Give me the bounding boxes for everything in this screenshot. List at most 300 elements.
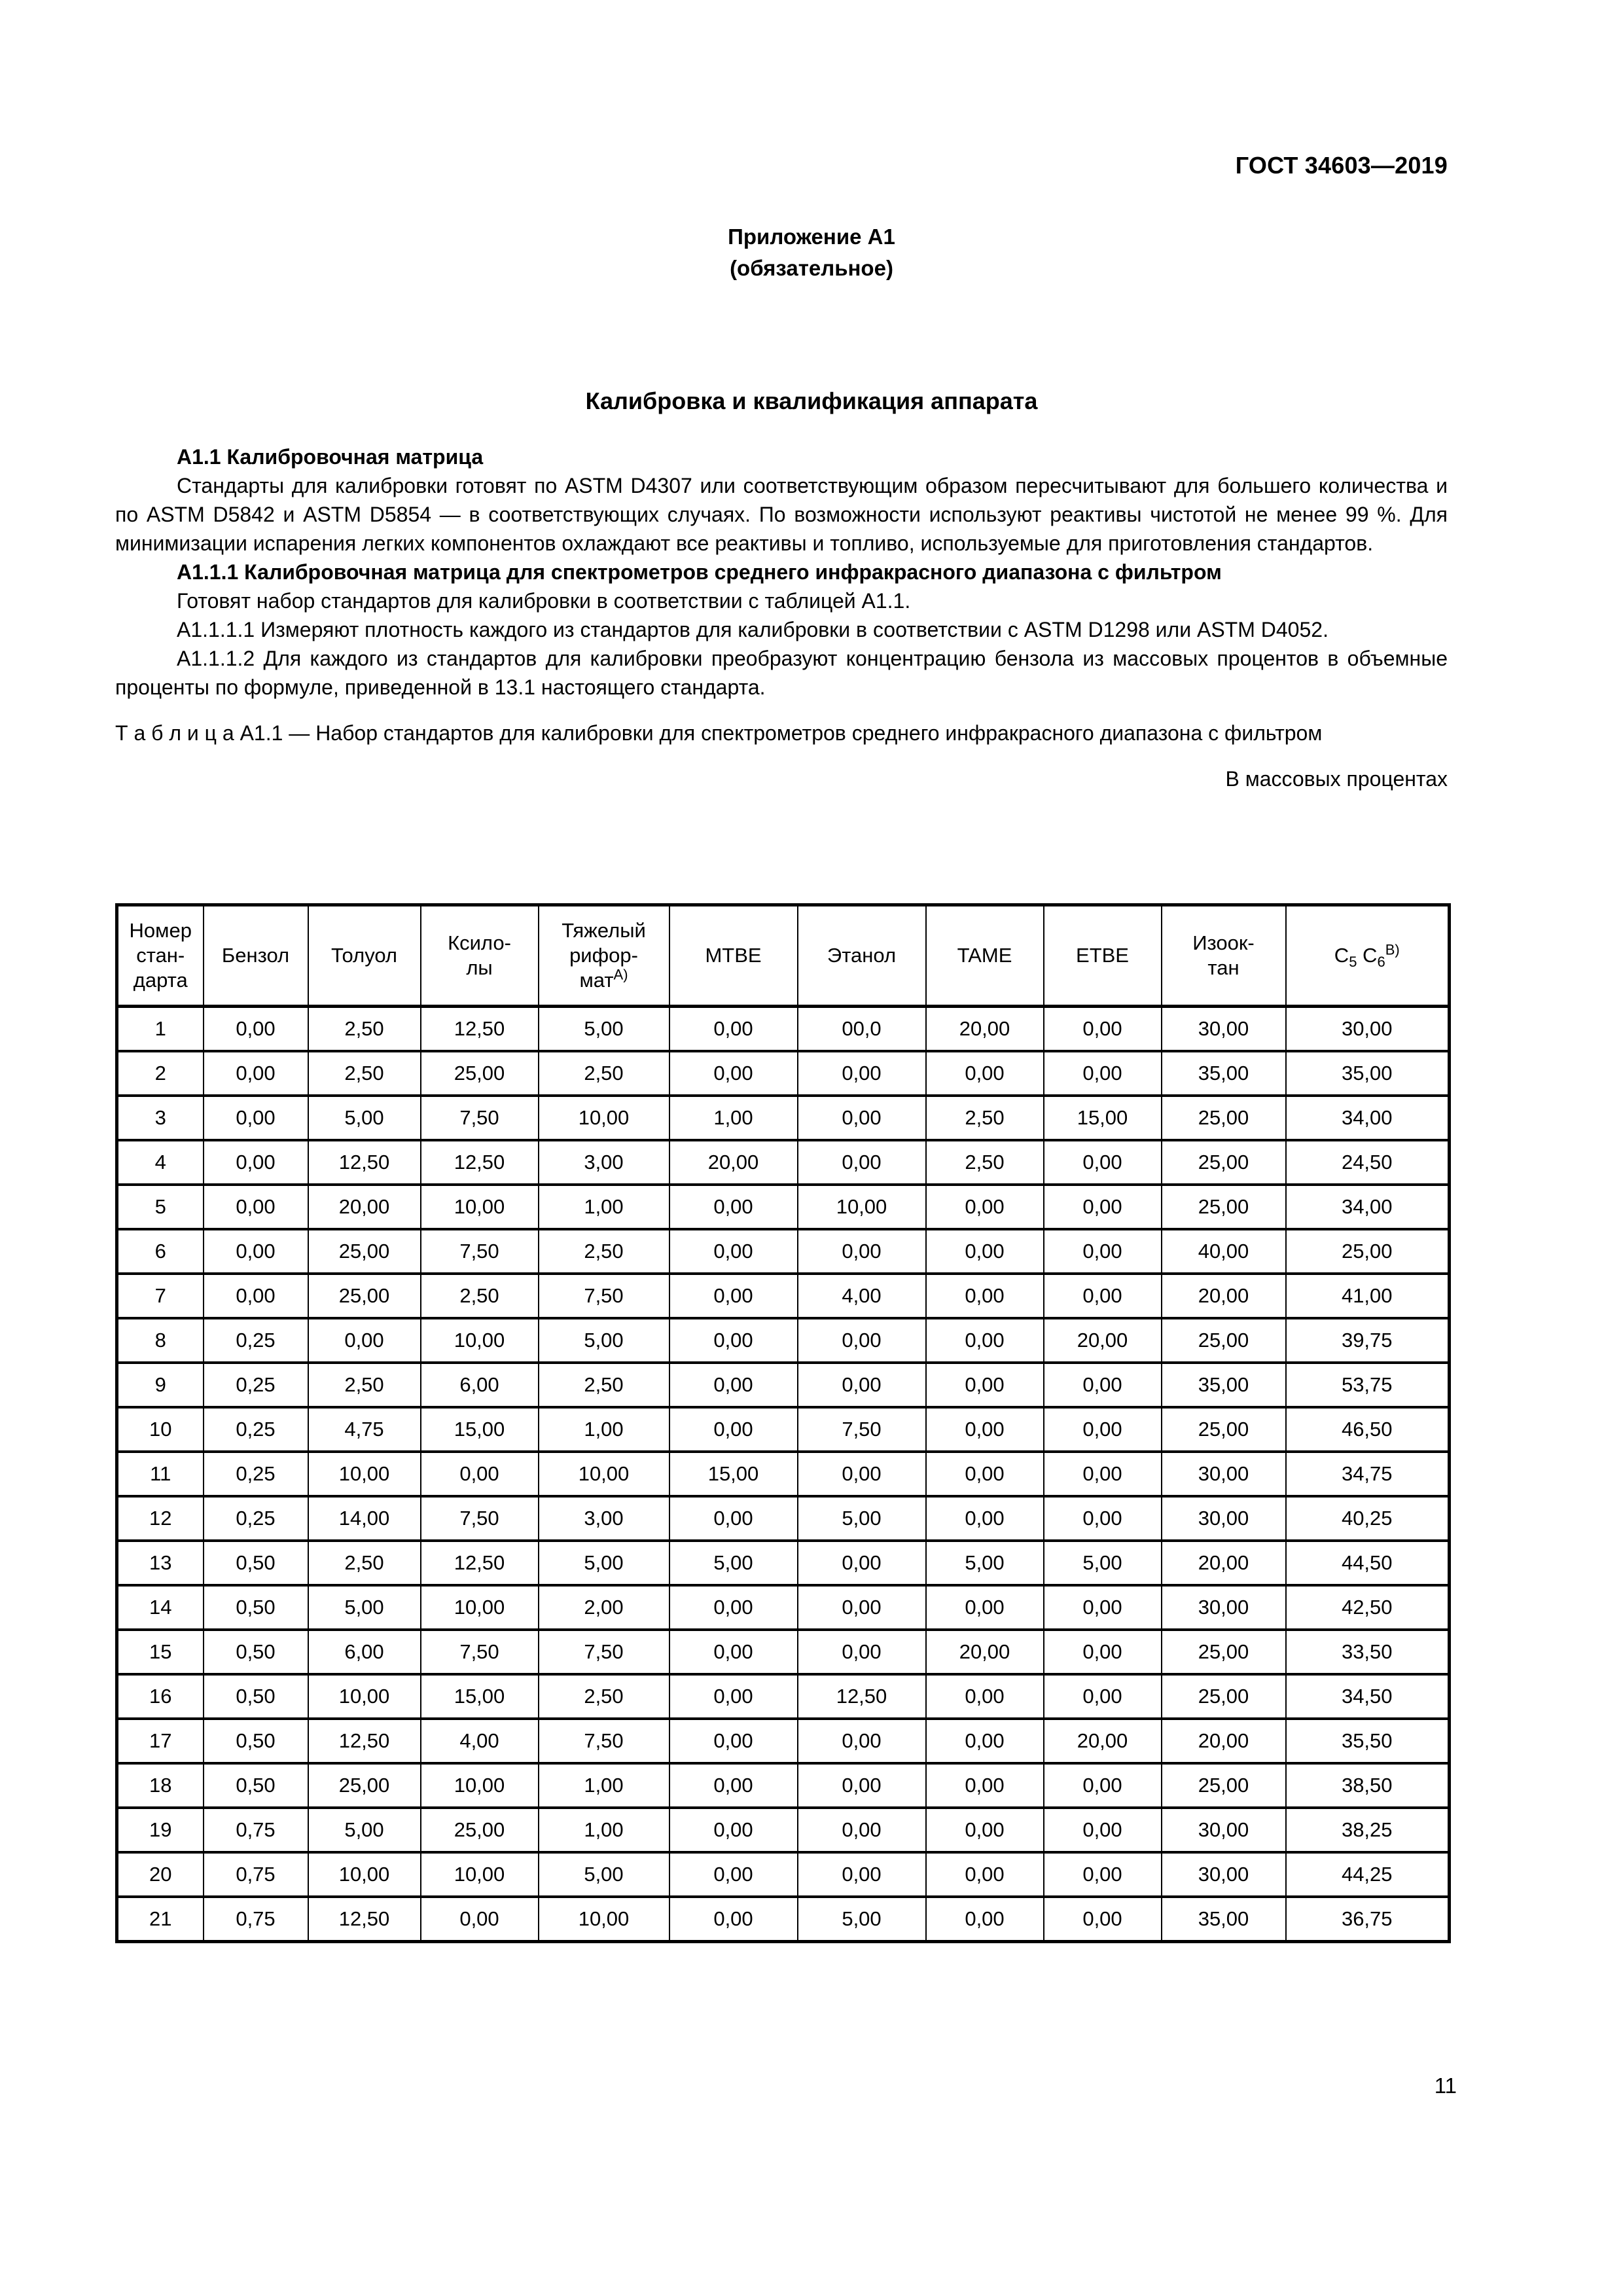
table-body xyxy=(117,1007,1450,1942)
table-cell-ethanol: 0,00 xyxy=(798,1585,926,1630)
table-cell-isooctane: 35,00 xyxy=(1162,1051,1286,1096)
table-row xyxy=(117,1496,1450,1541)
table-cell-c5c6: 42,50 xyxy=(1286,1585,1450,1630)
table-cell-etbe: 0,00 xyxy=(1044,1363,1162,1407)
table-cell-tame: 0,00 xyxy=(926,1363,1044,1407)
table-cell-c5c6: 33,50 xyxy=(1286,1630,1450,1674)
table-cell-ethanol: 5,00 xyxy=(798,1496,926,1541)
table-cell-benzene: 0,75 xyxy=(204,1897,308,1942)
table-cell-toluene: 12,50 xyxy=(308,1897,421,1942)
table-header-cell-toluene xyxy=(308,905,421,1007)
table-header-line: мат$^{А)}$ xyxy=(579,966,628,992)
table-cell-heavy_reformate: 1,00 xyxy=(539,1407,669,1452)
table-cell-std-no: 9 xyxy=(117,1363,204,1407)
table-cell-isooctane: 30,00 xyxy=(1162,1452,1286,1496)
table-cell-xylenes: 15,00 xyxy=(421,1407,539,1452)
calibration-matrix-table-wrapper xyxy=(115,903,1448,1943)
table-cell-benzene: 0,25 xyxy=(204,1363,308,1407)
table-cell-tame: 0,00 xyxy=(926,1674,1044,1719)
table-cell-etbe: 0,00 xyxy=(1044,1808,1162,1852)
table-cell-tame: 0,00 xyxy=(926,1407,1044,1452)
table-cell-std-no: 7 xyxy=(117,1274,204,1318)
table-cell-xylenes: 7,50 xyxy=(421,1496,539,1541)
table-cell-heavy_reformate: 1,00 xyxy=(539,1185,669,1229)
table-header-label xyxy=(670,943,797,968)
table-cell-toluene: 4,75 xyxy=(308,1407,421,1452)
table-cell-heavy_reformate: 10,00 xyxy=(539,1096,669,1140)
table-header-label xyxy=(204,943,308,968)
table-cell-c5c6: 34,00 xyxy=(1286,1096,1450,1140)
table-cell-mtbe: 0,00 xyxy=(669,1274,798,1318)
table-cell-heavy_reformate: 1,00 xyxy=(539,1763,669,1808)
table-header-line: тан xyxy=(1207,956,1240,979)
table-cell-etbe: 0,00 xyxy=(1044,1229,1162,1274)
table-cell-mtbe: 0,00 xyxy=(669,1363,798,1407)
table-row xyxy=(117,1229,1450,1274)
table-cell-benzene: 0,00 xyxy=(204,1007,308,1052)
table-cell-heavy_reformate: 1,00 xyxy=(539,1808,669,1852)
table-cell-tame: 0,00 xyxy=(926,1452,1044,1496)
page-title: Калибровка и квалификация аппарата xyxy=(585,387,1038,414)
table-cell-toluene: 25,00 xyxy=(308,1229,421,1274)
table-cell-std-no: 18 xyxy=(117,1763,204,1808)
table-header-line: Тяжелый xyxy=(562,919,646,942)
table-cell-etbe: 0,00 xyxy=(1044,1007,1162,1052)
table-cell-isooctane: 30,00 xyxy=(1162,1496,1286,1541)
table-cell-c5c6: 53,75 xyxy=(1286,1363,1450,1407)
footnote-marker: В) xyxy=(1385,941,1400,958)
table-header-line: Бензол xyxy=(221,944,290,967)
table-cell-heavy_reformate: 2,00 xyxy=(539,1585,669,1630)
table-cell-std-no: 12 xyxy=(117,1496,204,1541)
table-cell-benzene: 0,50 xyxy=(204,1585,308,1630)
table-cell-isooctane: 25,00 xyxy=(1162,1763,1286,1808)
table-cell-xylenes: 12,50 xyxy=(421,1140,539,1185)
table-cell-std-no: 11 xyxy=(117,1452,204,1496)
table-cell-isooctane: 35,00 xyxy=(1162,1897,1286,1942)
table-cell-c5c6: 35,00 xyxy=(1286,1051,1450,1096)
annex-heading xyxy=(0,221,1623,284)
table-cell-mtbe: 0,00 xyxy=(669,1674,798,1719)
table-cell-isooctane: 25,00 xyxy=(1162,1630,1286,1674)
table-cell-ethanol: 0,00 xyxy=(798,1318,926,1363)
table-cell-c5c6: 25,00 xyxy=(1286,1229,1450,1274)
table-cell-benzene: 0,00 xyxy=(204,1274,308,1318)
table-cell-std-no: 4 xyxy=(117,1140,204,1185)
table-cell-c5c6: 35,50 xyxy=(1286,1719,1450,1763)
table-cell-heavy_reformate: 5,00 xyxy=(539,1541,669,1585)
table-cell-tame: 0,00 xyxy=(926,1763,1044,1808)
table-cell-xylenes: 12,50 xyxy=(421,1541,539,1585)
table-cell-etbe: 20,00 xyxy=(1044,1719,1162,1763)
table-cell-heavy_reformate: 10,00 xyxy=(539,1897,669,1942)
table-cell-std-no: 3 xyxy=(117,1096,204,1140)
table-cell-std-no: 21 xyxy=(117,1897,204,1942)
table-cell-toluene: 2,50 xyxy=(308,1007,421,1052)
table-cell-std-no: 2 xyxy=(117,1051,204,1096)
body-text-column xyxy=(115,442,1448,793)
table-cell-etbe: 0,00 xyxy=(1044,1496,1162,1541)
table-row xyxy=(117,1363,1450,1407)
table-header-cell-tame xyxy=(926,905,1044,1007)
table-cell-c5c6: 38,50 xyxy=(1286,1763,1450,1808)
table-row xyxy=(117,1185,1450,1229)
table-header-cell-mtbe xyxy=(669,905,798,1007)
table-cell-etbe: 0,00 xyxy=(1044,1407,1162,1452)
table-cell-isooctane: 25,00 xyxy=(1162,1140,1286,1185)
table-cell-etbe: 0,00 xyxy=(1044,1630,1162,1674)
table-cell-c5c6: 44,25 xyxy=(1286,1852,1450,1897)
table-cell-ethanol: 0,00 xyxy=(798,1140,926,1185)
table-header-line: лы xyxy=(466,956,493,979)
table-cell-benzene: 0,75 xyxy=(204,1852,308,1897)
table-cell-ethanol: 0,00 xyxy=(798,1363,926,1407)
table-row xyxy=(117,1897,1450,1942)
table-row xyxy=(117,1407,1450,1452)
table-cell-benzene: 0,00 xyxy=(204,1096,308,1140)
table-cell-heavy_reformate: 7,50 xyxy=(539,1630,669,1674)
table-cell-toluene: 20,00 xyxy=(308,1185,421,1229)
table-cell-mtbe: 0,00 xyxy=(669,1719,798,1763)
section-heading-a1-1-1: А1.1.1 Калибровочная матрица для спектрометров среднего инфракрасного диапазона с фильтром xyxy=(177,560,1222,584)
table-cell-heavy_reformate: 2,50 xyxy=(539,1051,669,1096)
table-cell-ethanol: 4,00 xyxy=(798,1274,926,1318)
table-cell-tame: 0,00 xyxy=(926,1051,1044,1096)
table-cell-toluene: 2,50 xyxy=(308,1363,421,1407)
table-cell-etbe: 0,00 xyxy=(1044,1185,1162,1229)
paragraph-a1-1-1-2: А1.1.1.2 Для каждого из стандартов для калибровки преобразуют концентрацию бензола из массовых процентов в объемные проценты по формуле, приведенной в 13.1 настоящего стандарта. xyxy=(115,647,1448,699)
table-cell-tame: 2,50 xyxy=(926,1096,1044,1140)
table-cell-benzene: 0,00 xyxy=(204,1185,308,1229)
subscript-5: 5 xyxy=(1349,954,1357,971)
table-cell-heavy_reformate: 5,00 xyxy=(539,1318,669,1363)
table-header-cell-isooctane xyxy=(1162,905,1286,1007)
footnote-marker: А) xyxy=(613,966,628,983)
table-row xyxy=(117,1674,1450,1719)
table-row xyxy=(117,1630,1450,1674)
table-cell-c5c6: 34,50 xyxy=(1286,1674,1450,1719)
table-cell-mtbe: 0,00 xyxy=(669,1007,798,1052)
table-cell-xylenes: 7,50 xyxy=(421,1229,539,1274)
table-cell-etbe: 0,00 xyxy=(1044,1585,1162,1630)
table-cell-xylenes: 7,50 xyxy=(421,1096,539,1140)
table-cell-ethanol: 0,00 xyxy=(798,1096,926,1140)
table-cell-toluene: 25,00 xyxy=(308,1274,421,1318)
table-cell-etbe: 0,00 xyxy=(1044,1852,1162,1897)
table-cell-mtbe: 20,00 xyxy=(669,1140,798,1185)
table-cell-isooctane: 35,00 xyxy=(1162,1363,1286,1407)
table-cell-heavy_reformate: 2,50 xyxy=(539,1674,669,1719)
table-cell-isooctane: 20,00 xyxy=(1162,1541,1286,1585)
table-cell-tame: 0,00 xyxy=(926,1496,1044,1541)
table-row xyxy=(117,1808,1450,1852)
table-cell-etbe: 20,00 xyxy=(1044,1318,1162,1363)
table-cell-heavy_reformate: 2,50 xyxy=(539,1229,669,1274)
table-header-cell-xylenes xyxy=(421,905,539,1007)
table-caption-label: Т а б л и ц а А1.1 xyxy=(115,721,283,745)
table-cell-ethanol: 0,00 xyxy=(798,1229,926,1274)
caption-spacer xyxy=(115,747,1448,764)
table-cell-tame: 0,00 xyxy=(926,1185,1044,1229)
table-cell-tame: 20,00 xyxy=(926,1630,1044,1674)
table-cell-isooctane: 25,00 xyxy=(1162,1407,1286,1452)
table-row xyxy=(117,1096,1450,1140)
table-cell-mtbe: 0,00 xyxy=(669,1897,798,1942)
table-cell-mtbe: 0,00 xyxy=(669,1852,798,1897)
table-row xyxy=(117,1274,1450,1318)
table-cell-tame: 5,00 xyxy=(926,1541,1044,1585)
table-row xyxy=(117,1719,1450,1763)
calibration-matrix-table xyxy=(115,903,1451,1943)
table-header-line: Изоок- xyxy=(1192,931,1255,954)
table-cell-heavy_reformate: 10,00 xyxy=(539,1452,669,1496)
table-cell-mtbe: 0,00 xyxy=(669,1051,798,1096)
table-cell-std-no: 15 xyxy=(117,1630,204,1674)
table-cell-ethanol: 0,00 xyxy=(798,1452,926,1496)
table-caption-text: Набор стандартов для калибровки для спектрометров среднего инфракрасного диапазона с фильтром xyxy=(315,721,1323,745)
table-cell-c5c6: 34,75 xyxy=(1286,1452,1450,1496)
table-cell-heavy_reformate: 2,50 xyxy=(539,1363,669,1407)
table-row xyxy=(117,1585,1450,1630)
table-cell-xylenes: 10,00 xyxy=(421,1185,539,1229)
table-cell-xylenes: 15,00 xyxy=(421,1674,539,1719)
table-cell-toluene: 2,50 xyxy=(308,1051,421,1096)
table-cell-c5c6: 39,75 xyxy=(1286,1318,1450,1363)
table-cell-ethanol: 0,00 xyxy=(798,1719,926,1763)
table-header-line: стан- xyxy=(136,944,185,967)
table-cell-ethanol: 0,00 xyxy=(798,1808,926,1852)
annex-status: (обязательное) xyxy=(730,256,893,280)
table-cell-c5c6: 41,00 xyxy=(1286,1274,1450,1318)
table-cell-tame: 0,00 xyxy=(926,1229,1044,1274)
table-cell-tame: 0,00 xyxy=(926,1719,1044,1763)
table-cell-mtbe: 0,00 xyxy=(669,1630,798,1674)
table-header-line: ETBE xyxy=(1076,944,1129,967)
table-cell-xylenes: 25,00 xyxy=(421,1051,539,1096)
table-cell-xylenes: 25,00 xyxy=(421,1808,539,1852)
table-cell-mtbe: 1,00 xyxy=(669,1096,798,1140)
table-cell-isooctane: 30,00 xyxy=(1162,1007,1286,1052)
table-cell-benzene: 0,25 xyxy=(204,1496,308,1541)
table-header-cell-std_no xyxy=(117,905,204,1007)
table-cell-xylenes: 10,00 xyxy=(421,1585,539,1630)
table-cell-mtbe: 0,00 xyxy=(669,1407,798,1452)
table-row xyxy=(117,1318,1450,1363)
table-cell-benzene: 0,00 xyxy=(204,1051,308,1096)
table-cell-toluene: 14,00 xyxy=(308,1496,421,1541)
table-cell-tame: 0,00 xyxy=(926,1274,1044,1318)
table-cell-isooctane: 20,00 xyxy=(1162,1274,1286,1318)
table-row xyxy=(117,1852,1450,1897)
table-cell-etbe: 0,00 xyxy=(1044,1274,1162,1318)
subscript-6: 6 xyxy=(1377,954,1385,971)
table-cell-toluene: 6,00 xyxy=(308,1630,421,1674)
table-cell-isooctane: 40,00 xyxy=(1162,1229,1286,1274)
table-cell-heavy_reformate: 3,00 xyxy=(539,1140,669,1185)
table-cell-toluene: 5,00 xyxy=(308,1808,421,1852)
table-header-line: Номер xyxy=(129,919,192,942)
table-cell-toluene: 10,00 xyxy=(308,1674,421,1719)
c5-c6-formula: $C_5$ $C_6^{В)}$ xyxy=(1334,941,1400,971)
table-cell-std-no: 10 xyxy=(117,1407,204,1452)
table-cell-isooctane: 30,00 xyxy=(1162,1585,1286,1630)
table-cell-heavy_reformate: 7,50 xyxy=(539,1719,669,1763)
table-cell-tame: 0,00 xyxy=(926,1585,1044,1630)
table-cell-tame: 0,00 xyxy=(926,1852,1044,1897)
table-cell-mtbe: 15,00 xyxy=(669,1452,798,1496)
table-header-row xyxy=(117,905,1450,1007)
table-cell-ethanol: 0,00 xyxy=(798,1541,926,1585)
paragraph-a1-1-body: Стандарты для калибровки готовят по ASTM D4307 или соответствующим образом пересчитывают для большего количества и по ASTM D5842 и ASTM D5854 — в соответствующих случаях. По возможности используют реактивы чистотой не менее 99 %. Для минимизации испарения легких компонентов охлаждают все реактивы и топливо, используемые для приготовления стандартов. xyxy=(115,474,1448,555)
table-header-cell-c5c6 xyxy=(1286,905,1450,1007)
table-cell-isooctane: 25,00 xyxy=(1162,1318,1286,1363)
paragraph-a1-1-1-body: Готовят набор стандартов для калибровки в соответствии с таблицей А1.1. xyxy=(177,589,911,613)
table-cell-toluene: 10,00 xyxy=(308,1852,421,1897)
table-cell-isooctane: 20,00 xyxy=(1162,1719,1286,1763)
table-cell-etbe: 0,00 xyxy=(1044,1051,1162,1096)
table-cell-xylenes: 0,00 xyxy=(421,1897,539,1942)
table-cell-etbe: 0,00 xyxy=(1044,1674,1162,1719)
table-caption-dash: — xyxy=(283,721,316,745)
table-cell-c5c6: 30,00 xyxy=(1286,1007,1450,1052)
table-header-label xyxy=(309,943,420,968)
table-cell-benzene: 0,25 xyxy=(204,1452,308,1496)
table-cell-benzene: 0,50 xyxy=(204,1719,308,1763)
table-cell-ethanol: 10,00 xyxy=(798,1185,926,1229)
table-cell-std-no: 16 xyxy=(117,1674,204,1719)
table-cell-tame: 20,00 xyxy=(926,1007,1044,1052)
table-cell-toluene: 5,00 xyxy=(308,1585,421,1630)
table-cell-benzene: 0,25 xyxy=(204,1318,308,1363)
table-header-line: TAME xyxy=(957,944,1012,967)
table-header-line: Этанол xyxy=(827,944,897,967)
table-cell-std-no: 19 xyxy=(117,1808,204,1852)
table-cell-ethanol: 12,50 xyxy=(798,1674,926,1719)
table-cell-c5c6: 44,50 xyxy=(1286,1541,1450,1585)
table-cell-etbe: 0,00 xyxy=(1044,1897,1162,1942)
table-cell-benzene: 0,00 xyxy=(204,1140,308,1185)
table-cell-benzene: 0,50 xyxy=(204,1763,308,1808)
table-cell-isooctane: 30,00 xyxy=(1162,1808,1286,1852)
table-cell-tame: 0,00 xyxy=(926,1318,1044,1363)
table-cell-toluene: 12,50 xyxy=(308,1719,421,1763)
table-cell-c5c6: 38,25 xyxy=(1286,1808,1450,1852)
table-cell-isooctane: 25,00 xyxy=(1162,1674,1286,1719)
table-cell-ethanol: 00,0 xyxy=(798,1007,926,1052)
table-cell-xylenes: 4,00 xyxy=(421,1719,539,1763)
table-cell-benzene: 0,25 xyxy=(204,1407,308,1452)
table-row xyxy=(117,1140,1450,1185)
table-cell-etbe: 15,00 xyxy=(1044,1096,1162,1140)
table-cell-c5c6: 34,00 xyxy=(1286,1185,1450,1229)
table-cell-xylenes: 0,00 xyxy=(421,1452,539,1496)
table-cell-std-no: 17 xyxy=(117,1719,204,1763)
table-cell-c5c6: 46,50 xyxy=(1286,1407,1450,1452)
table-cell-std-no: 8 xyxy=(117,1318,204,1363)
table-cell-xylenes: 7,50 xyxy=(421,1630,539,1674)
table-header-line: Ксило- xyxy=(448,931,511,954)
table-cell-heavy_reformate: 5,00 xyxy=(539,1007,669,1052)
table-cell-ethanol: 0,00 xyxy=(798,1630,926,1674)
table-units-note: В массовых процентах xyxy=(1225,767,1448,791)
table-cell-benzene: 0,50 xyxy=(204,1674,308,1719)
page-number: 11 xyxy=(1434,2073,1457,2098)
table-cell-toluene: 25,00 xyxy=(308,1763,421,1808)
table-cell-std-no: 14 xyxy=(117,1585,204,1630)
table-cell-heavy_reformate: 3,00 xyxy=(539,1496,669,1541)
table-header-row-group xyxy=(117,905,1450,1007)
table-cell-tame: 0,00 xyxy=(926,1897,1044,1942)
table-row xyxy=(117,1007,1450,1052)
table-row xyxy=(117,1051,1450,1096)
table-cell-benzene: 0,50 xyxy=(204,1541,308,1585)
table-cell-isooctane: 25,00 xyxy=(1162,1096,1286,1140)
table-header-line: рифор- xyxy=(569,944,638,967)
table-cell-xylenes: 6,00 xyxy=(421,1363,539,1407)
table-header-label xyxy=(798,943,925,968)
table-cell-isooctane: 25,00 xyxy=(1162,1185,1286,1229)
table-cell-std-no: 5 xyxy=(117,1185,204,1229)
table-cell-xylenes: 10,00 xyxy=(421,1318,539,1363)
table-cell-std-no: 1 xyxy=(117,1007,204,1052)
table-header-label xyxy=(1162,931,1285,980)
table-cell-c5c6: 24,50 xyxy=(1286,1140,1450,1185)
table-cell-ethanol: 5,00 xyxy=(798,1897,926,1942)
table-cell-toluene: 12,50 xyxy=(308,1140,421,1185)
table-header-label xyxy=(421,931,538,980)
table-cell-ethanol: 0,00 xyxy=(798,1852,926,1897)
table-cell-etbe: 5,00 xyxy=(1044,1541,1162,1585)
table-cell-mtbe: 0,00 xyxy=(669,1229,798,1274)
table-header-cell-ethanol xyxy=(798,905,926,1007)
table-cell-std-no: 13 xyxy=(117,1541,204,1585)
table-cell-ethanol: 7,50 xyxy=(798,1407,926,1452)
table-cell-xylenes: 12,50 xyxy=(421,1007,539,1052)
table-header-label xyxy=(539,918,669,993)
table-cell-mtbe: 0,00 xyxy=(669,1185,798,1229)
table-header-cell-benzene xyxy=(204,905,308,1007)
table-cell-heavy_reformate: 5,00 xyxy=(539,1852,669,1897)
table-cell-tame: 0,00 xyxy=(926,1808,1044,1852)
table-header-label xyxy=(1044,943,1161,968)
table-header-label xyxy=(118,918,203,993)
annex-title: Приложение А1 xyxy=(728,224,895,249)
table-row xyxy=(117,1452,1450,1496)
table-row xyxy=(117,1763,1450,1808)
table-cell-etbe: 0,00 xyxy=(1044,1763,1162,1808)
table-row xyxy=(117,1541,1450,1585)
table-cell-isooctane: 30,00 xyxy=(1162,1852,1286,1897)
table-cell-etbe: 0,00 xyxy=(1044,1452,1162,1496)
table-cell-mtbe: 0,00 xyxy=(669,1496,798,1541)
table-cell-c5c6: 40,25 xyxy=(1286,1496,1450,1541)
table-cell-std-no: 20 xyxy=(117,1852,204,1897)
table-header-cell-etbe xyxy=(1044,905,1162,1007)
table-caption xyxy=(115,719,1448,747)
table-cell-c5c6: 36,75 xyxy=(1286,1897,1450,1942)
table-cell-mtbe: 0,00 xyxy=(669,1318,798,1363)
table-header-cell-heavy_reformate xyxy=(539,905,669,1007)
paragraph-a1-1-1-1: А1.1.1.1 Измеряют плотность каждого из стандартов для калибровки в соответствии с ASTM D1298 или ASTM D4052. xyxy=(177,618,1329,641)
table-header-line: MTBE xyxy=(705,944,762,967)
section-heading-a1-1: А1.1 Калибровочная матрица xyxy=(177,445,484,469)
table-cell-tame: 2,50 xyxy=(926,1140,1044,1185)
table-cell-xylenes: 2,50 xyxy=(421,1274,539,1318)
table-cell-ethanol: 0,00 xyxy=(798,1763,926,1808)
table-cell-heavy_reformate: 7,50 xyxy=(539,1274,669,1318)
table-cell-benzene: 0,00 xyxy=(204,1229,308,1274)
table-cell-etbe: 0,00 xyxy=(1044,1140,1162,1185)
